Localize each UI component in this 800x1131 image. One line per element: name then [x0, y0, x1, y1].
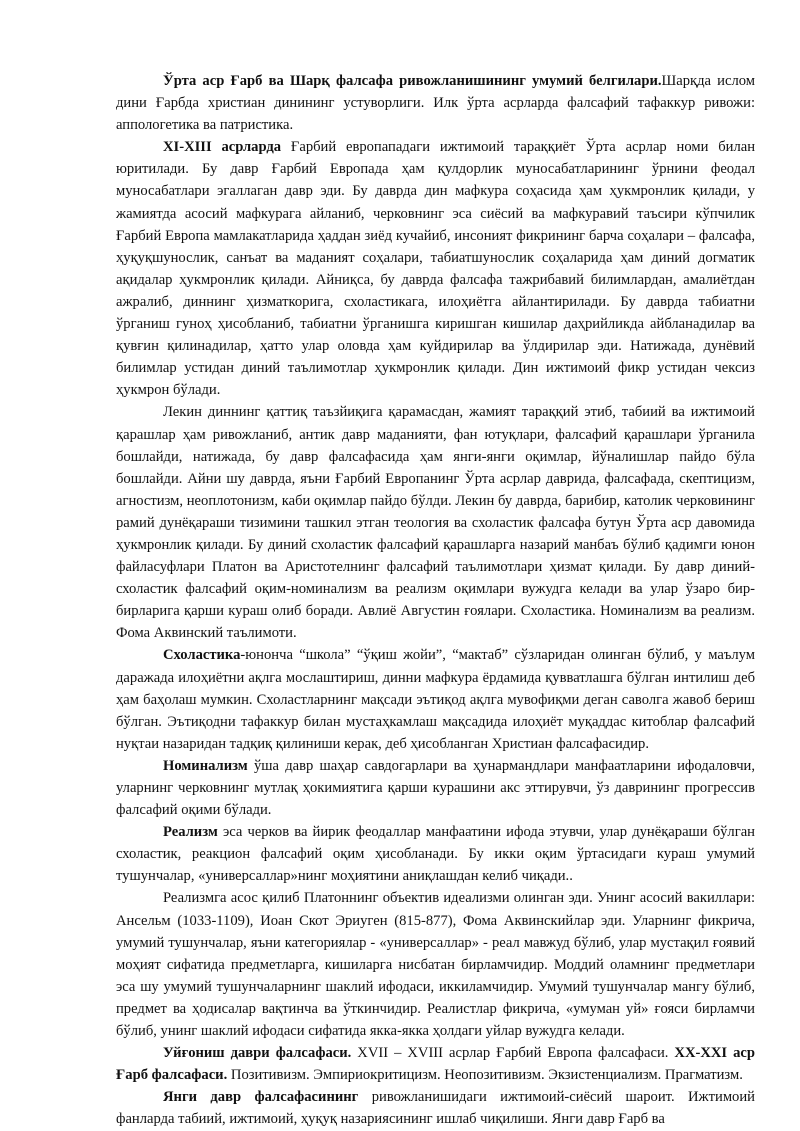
paragraph-renaissance	[116, 1042, 755, 1086]
paragraph-text: Позитивизм. Эмпириокритицизм. Неопозитивизм. Экзистенциализм. Прагматизм.	[227, 1067, 743, 1084]
paragraph-scholasticism	[116, 644, 755, 754]
paragraph-text: ўша давр шаҳар савдогарлари ва ҳунармандлари манфаатларини ифодаловчи, уларнинг черковнинг мутлақ ҳокимиятига қарши курашини акс эттирувчи, ўз даврининг прогрессив фалсафий оқими бўлади.	[116, 757, 755, 819]
heading-new-era: Янги давр фалсафасининг	[163, 1089, 359, 1106]
paragraph-nominalism	[116, 755, 755, 821]
paragraph-text: эса черков ва йирик феодаллар манфаатини ифода этувчи, улар дунёқараши бўлган схоластик, реакцион фалсафий оқим ҳисобланади. Бу икки оқим ўртасидаги кураш умумий тушунчалар, «универсаллар»нинг моҳиятини аниқлашдан келиб чиқади..	[116, 824, 755, 885]
paragraph-religion-pressure	[116, 401, 755, 644]
paragraph-realism-platon	[116, 887, 755, 1042]
paragraph-text: Шарқда ислом дини Ғарбда христиан динининг устуворлиги. Илк ўрта асрларда фалсафий тафаккур ривожи: аппологетика ва патристика.	[116, 73, 755, 134]
paragraph-xi-xiii-centuries	[116, 136, 755, 401]
paragraph-new-era	[116, 1086, 755, 1130]
heading-renaissance: Уйғониш даври фалсафаси.	[163, 1045, 352, 1062]
heading-xi-xiii: XI-XIII асрларда	[163, 139, 282, 156]
term-scholasticism: Схоластика	[163, 647, 241, 664]
heading-middle-ages: Ўрта аср Ғарб ва Шарқ фалсафа ривожланишининг умумий белгилари.	[163, 73, 662, 89]
paragraph-text: ривожланишидаги ижтимоий-сиёсий шароит. Ижтимоий фанларда табиий, ижтимоий, ҳуқуқ назариясининг ишлаб чиқилиши. Янги давр Ғарб ва	[116, 1089, 755, 1128]
heading-xx-xxi: XX-XXI аср Ғарб фалсафаси.	[116, 1045, 755, 1084]
paragraph-text: Ғарбий европападаги ижтимоий тараққиёт Ўрта асрлар номи билан юритилади. Бу давр Ғарбий Европада ҳам қулдорлик муносабатларининг ўрнини феодал муносабатлари эгаллаган давр эди. Бу даврда дин мафкура соҳасида ҳам ҳукмронлик қилади, у жамиятда асосий мафкурага айланиб, черковнинг эса сиёсий ва мафкуравий таъсири кўпчилик Ғарбий Европа мамлакатларида ҳаддан зиёд кучайиб, инсоният фикрининг барча соҳалари – фалсафа, ҳуқуқшунослик, санъат ва маданият соҳалари, табиатшунослик соҳаларида ҳам диний догматик ақидалар ҳукмронлик қилади. Айниқса, бу даврда фалсафа тажрибавий билимлардан, амалиётдан ажралиб, диннинг ҳизматкорига, схоластикага, илоҳиётга айлантирилади. Бу даврда табиатни ўрганиш гуноҳ ҳисобланиб, табиатни ўрганишга киришган кишилар даҳрийликда айбланадилар ва қувғин қилинадилар, ҳатто улар оловда ҳам куйдирилар ва ўлдирилар эди. Натижада, дунёвий билимлар устидан диний таълимотлар ҳукмронлик қилади. Дин ижтимоий фикр устидан чексиз ҳукмрон бўлади.	[116, 139, 756, 399]
term-nominalism: Номинализм	[163, 757, 248, 774]
paragraph-text: Реализмга асос қилиб Платоннинг объектив идеализми олинган эди. Унинг асосий вакиллари: Ансельм (1033-1109), Иоан Скот Эриуген (815-877), Фома Аквинскийлар эди. Уларнинг фикрича, умумий тушунчалар, яъни категориялар - «универсаллар» - реал мавжуд бўлиб, улар мустақил ғоявий моҳият сифатида предметларга, кишиларга нисбатан бирламчидир. Моддий оламнинг предметлари эса шу умумий тушунчаларнинг шаклий ифодаси, иккиламчидир. Умумий тушунчалар мангу бўлиб, предмет ва ҳодисалар вақтинча ва ўткинчидир. Реалистлар фикрича, «умуман уй» ғояси бирламчи бўлиб, унинг шаклий ифодаси сифатида якка-якка ҳолдаги уйлар вужудга келади.	[116, 890, 755, 1040]
document-page	[116, 70, 755, 1131]
paragraph-realism	[116, 821, 755, 887]
paragraph-text: -юнонча “школа” “ўқиш жойи”, “мактаб” сўзларидан олинган бўлиб, у маълум даражада илоҳиётни ақлга мослаштириш, динни мафкура ёрдамида қувватлашга бўлган интилиш деб ҳам баҳолаш мумкин. Схоластларнинг мақсади эътиқод ақлга мувофиқми деган саволга жавоб бериш бўлган. Эътиқодни тафаккур билан мустаҳкамлаш мақсадида илоҳиёт муқаддас китоблар фалсафий нуқтаи назаридан тадқиқ қилиниши керак, деб ҳисобланган Христиан фалсафасидир.	[116, 647, 755, 752]
term-realism: Реализм	[163, 824, 218, 841]
paragraph-text: XVII – XVIII асрлар Ғарбий Европа фалсафаси.	[351, 1045, 675, 1062]
paragraph-middle-ages-general	[116, 70, 755, 136]
paragraph-text: Лекин диннинг қаттиқ таъзйиқига қарамасдан, жамият тараққий этиб, табиий ва ижтимоий қарашлар ҳам ривожланиб, антик давр маданияти, фан ютуқлари, фалсафий қарашлари ўрганила бошлайди, натижада, бу давр фалсафасида ҳам янги-янги оқимлар, йўналишлар пайдо бўла бошлайди. Айни шу даврда, яъни Ғарбий Европанинг Ўрта асрлар даврида, фалсафада, скептицизм, агностизм, неоплотонизм, каби оқимлар пайдо бўлди. Лекин бу даврда, барибир, католик черковининг рамий дунёқараши тизимини ташкил этган теология ва схоластик фалсафа бутун Ўрта аср давомида ҳукмронлик қилади. Бу диний схоластик фалсафий қарашларга назарий манбаъ бўлиб қадимги юнон файласуфлари Платон ва Аристотелнинг фалсафий таълимотлари ҳизмат қилади. Бу давр диний-схоластик фалсафий оқим-номинализм ва реализм оқимлари вужудга келади ва улар ўзаро бир-бирларига қарши кураш олиб боради. Авлиё Августин ғоялари. Схоластика. Номинализм ва реализм. Фома Аквинский таълимоти.	[116, 404, 755, 642]
